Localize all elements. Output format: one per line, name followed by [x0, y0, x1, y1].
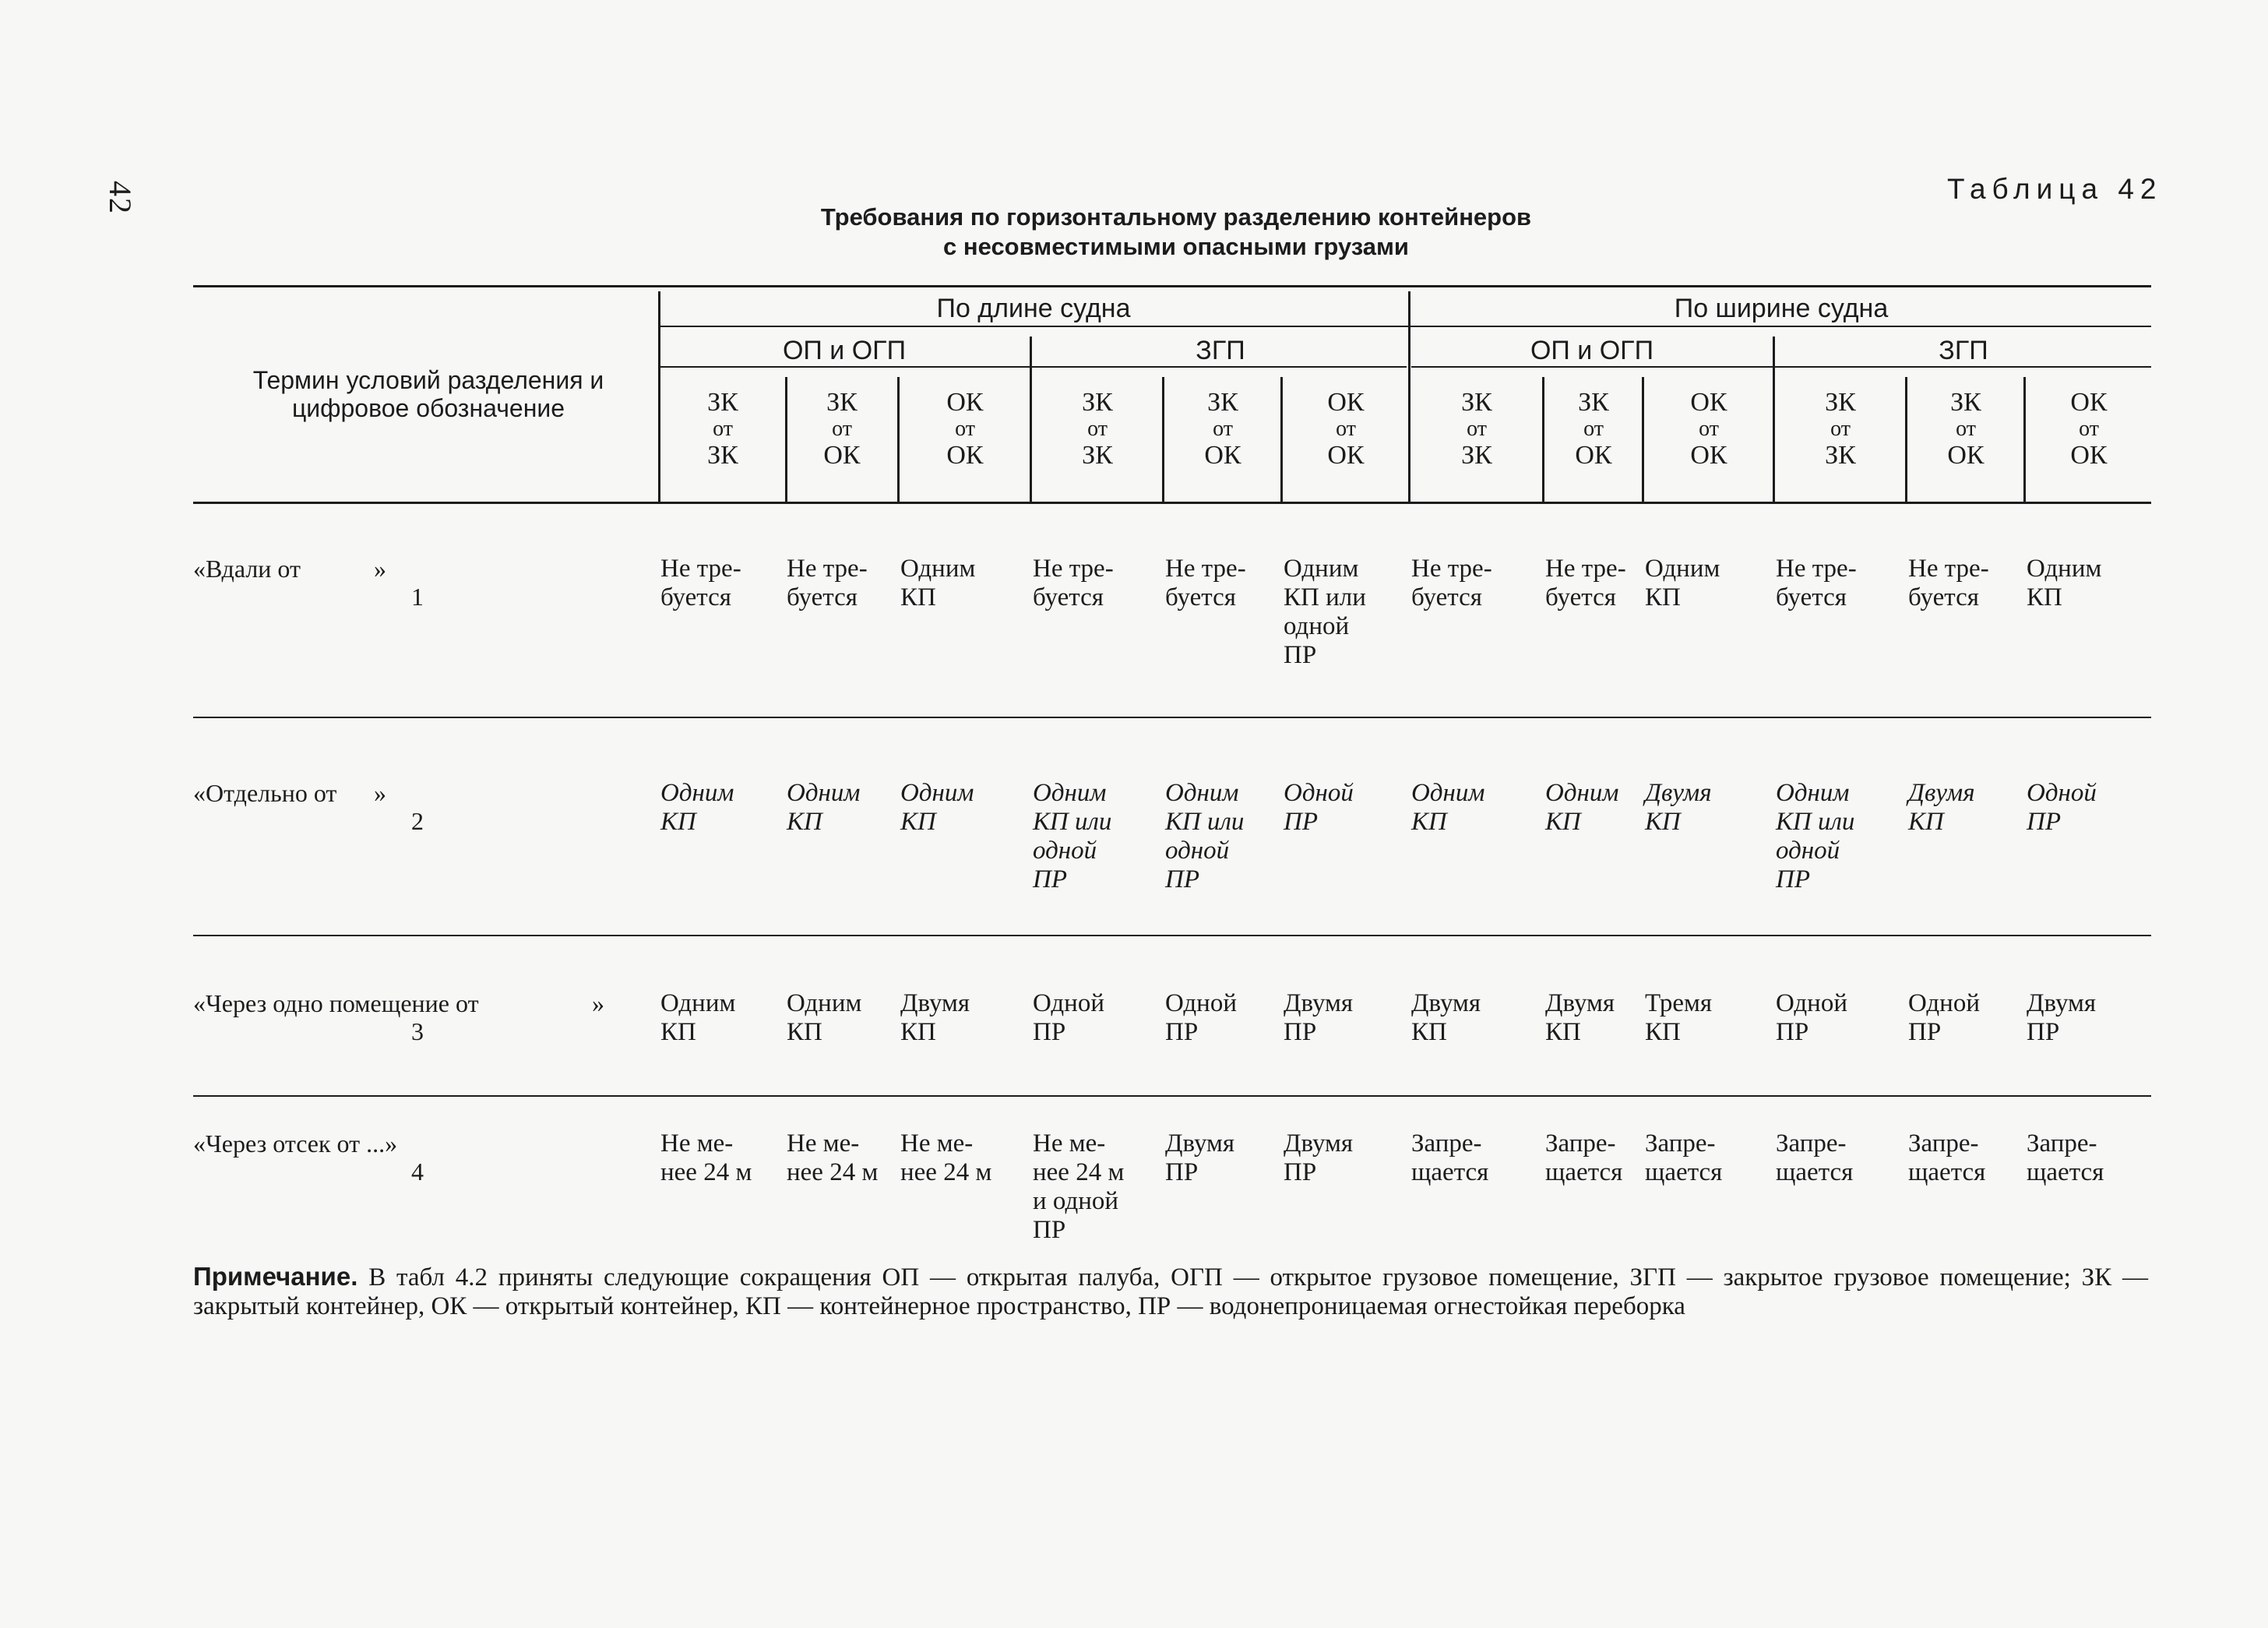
table-cell: Запре- щается	[1545, 1129, 1623, 1186]
table-cell: Двумя КП	[1645, 779, 1712, 836]
column-header-mid: от	[1467, 417, 1487, 441]
footnote	[193, 1262, 2148, 1321]
row-number: 2	[411, 807, 424, 835]
column-header-mid: от	[955, 417, 975, 441]
table-cell: Одним КП	[2027, 555, 2102, 611]
col-divider	[1542, 377, 1544, 502]
table-cell: Двумя ПР	[1284, 1129, 1354, 1186]
column-header-mid: от	[1087, 417, 1108, 441]
table-cell: Одной ПР	[1908, 989, 1981, 1046]
table-cell: Тремя КП	[1645, 989, 1713, 1046]
sub-divider-width	[1773, 337, 1775, 502]
column-header-top: ЗК	[1082, 388, 1113, 417]
table-cell: Двумя КП	[1908, 779, 1975, 836]
footnote-lead: Примечание.	[193, 1262, 358, 1291]
col-divider	[2023, 377, 2026, 502]
table-cell: Одной ПР	[1776, 989, 1848, 1046]
column-header	[1545, 389, 1642, 469]
table-cell: Не ме- нее 24 м	[660, 1129, 752, 1186]
column-header-top: ЗК	[1461, 388, 1492, 417]
group-rule	[659, 326, 2151, 327]
column-header	[1165, 389, 1280, 469]
column-header-mid: от	[1956, 417, 1976, 441]
table-cell: Одной ПР	[2027, 779, 2097, 836]
column-header-top: ЗК	[1578, 388, 1609, 417]
row-term: «Вдали от	[193, 555, 301, 583]
table-cell: Не ме- нее 24 м	[787, 1129, 879, 1186]
header-bottom-rule	[193, 502, 2151, 504]
table-cell: Двумя КП	[1545, 989, 1615, 1046]
table-cell: Не ме- нее 24 м	[900, 1129, 992, 1186]
table-cell: Одним КП	[660, 989, 736, 1046]
group-header-width: По ширине судна	[1674, 294, 1889, 323]
table-cell: Не ме- нее 24 м и одной ПР	[1033, 1129, 1125, 1244]
sub-divider-length	[1030, 337, 1032, 502]
column-header	[900, 389, 1030, 469]
table-cell: Не тре- буется	[1411, 555, 1492, 611]
table-cell: Одним КП	[787, 779, 861, 836]
col-divider	[1905, 377, 1907, 502]
column-header-bottom: ЗК	[1461, 441, 1492, 470]
row-term: «Через одно помещение от	[193, 989, 479, 1017]
row-number: 1	[411, 583, 424, 611]
column-header-mid: от	[1699, 417, 1719, 441]
row-term-quote: »	[374, 555, 386, 583]
column-header-top: ОК	[946, 388, 984, 417]
row-divider-2	[193, 935, 2151, 936]
row-term-quote: »	[374, 779, 386, 807]
col-divider	[897, 377, 900, 502]
column-header-top: ЗК	[707, 388, 738, 417]
column-header-bottom: ЗК	[1082, 441, 1113, 470]
table-cell: Одним КП или одной ПР	[1776, 779, 1855, 893]
table-cell: Двумя КП	[1411, 989, 1481, 1046]
column-header-mid: от	[713, 417, 733, 441]
table-title	[748, 203, 1604, 262]
column-header-top: ЗК	[1950, 388, 1981, 417]
column-header	[1411, 389, 1542, 469]
column-header-bottom: ОК	[1690, 441, 1727, 470]
subgroup-rule-width	[1411, 366, 2151, 368]
column-header-top: ОК	[1327, 388, 1365, 417]
table-cell: Одним КП или одной ПР	[1033, 779, 1112, 893]
column-header-mid: от	[2079, 417, 2099, 441]
column-header-bottom: ЗК	[1825, 441, 1856, 470]
column-header-top: ЗК	[1207, 388, 1238, 417]
column-header	[1033, 389, 1162, 469]
column-header-mid: от	[1213, 417, 1233, 441]
column-header	[1776, 389, 1905, 469]
subgroup-header-open-length: ОП и ОГП	[782, 336, 907, 365]
column-header-bottom: ОК	[1575, 441, 1612, 470]
table-cell: Одним КП	[900, 555, 976, 611]
table-cell: Двумя КП	[900, 989, 970, 1046]
table-cell: Запре- щается	[1776, 1129, 1854, 1186]
table-cell: Запре- щается	[1645, 1129, 1723, 1186]
table-cell: Одной ПР	[1284, 779, 1354, 836]
column-header-bottom: ОК	[946, 441, 984, 470]
row-divider-3	[193, 1095, 2151, 1097]
col-divider	[1642, 377, 1644, 502]
table-cell: Не тре- буется	[1908, 555, 1989, 611]
table-cell: Одним КП	[900, 779, 974, 836]
table-cell: Не тре- буется	[1545, 555, 1626, 611]
column-header	[660, 389, 785, 469]
group-divider	[1408, 291, 1410, 502]
title-line-1: Требования по горизонтальному разделению контейнеров	[820, 203, 1532, 231]
column-header	[1284, 389, 1408, 469]
table-cell: Не тре- буется	[1776, 555, 1857, 611]
page-number: 42	[103, 181, 138, 215]
column-header-top: ОК	[2070, 388, 2108, 417]
table-cell: Одной ПР	[1033, 989, 1105, 1046]
row-number: 4	[411, 1158, 424, 1186]
table-cell: Одним КП	[1645, 555, 1720, 611]
column-header-top: ЗК	[1825, 388, 1856, 417]
table-cell: Двумя ПР	[1165, 1129, 1235, 1186]
col-divider	[1162, 377, 1164, 502]
footnote-text: В табл 4.2 приняты следующие сокращения ОП — открытая палуба, ОГП — открытое грузовое помещение, ЗГП — закрытое грузовое помещение; ЗК — закрытый контейнер, ОК — открытый контейнер, КП — контейнерное пространство, ПР — водонепроницаемая огнестойкая переборка	[193, 1263, 2148, 1320]
column-header-bottom: ОК	[1204, 441, 1241, 470]
table-cell: Не тре- буется	[1165, 555, 1246, 611]
table-cell: Одним КП	[1411, 779, 1485, 836]
row-number: 3	[411, 1017, 424, 1045]
column-header-mid: от	[1830, 417, 1851, 441]
table-cell: Не тре- буется	[660, 555, 741, 611]
subgroup-rule-length	[659, 366, 1407, 368]
column-header-bottom: ОК	[1327, 441, 1365, 470]
column-header	[2027, 389, 2151, 469]
term-header: Термин условий разделения и цифровое обозначение	[252, 366, 604, 422]
column-header	[787, 389, 897, 469]
column-header-top: ЗК	[826, 388, 858, 417]
column-header-bottom: ОК	[823, 441, 861, 470]
subgroup-header-closed-length: ЗГП	[1196, 336, 1245, 365]
table-cell: Двумя ПР	[1284, 989, 1354, 1046]
title-line-2: с несовместимыми опасными грузами	[943, 233, 1409, 260]
subgroup-header-closed-width: ЗГП	[1939, 336, 1988, 365]
column-header-top: ОК	[1690, 388, 1727, 417]
column-header-bottom: ОК	[1947, 441, 1984, 470]
table-cell: Запре- щается	[1908, 1129, 1986, 1186]
table-cell: Одним КП или одной ПР	[1284, 555, 1366, 669]
row-term: «Отдельно от	[193, 779, 337, 807]
column-header	[1645, 389, 1773, 469]
row-term: «Через отсек от ...»	[193, 1129, 398, 1158]
table-cell: Одним КП	[1545, 779, 1619, 836]
table-cell: Не тре- буется	[787, 555, 868, 611]
table-cell: Одной ПР	[1165, 989, 1238, 1046]
table-cell: Двумя ПР	[2027, 989, 2097, 1046]
table-top-rule	[193, 285, 2151, 287]
table-cell: Запре- щается	[2027, 1129, 2104, 1186]
subgroup-header-open-width: ОП и ОГП	[1530, 336, 1654, 365]
column-header-bottom: ОК	[2070, 441, 2108, 470]
column-header-mid: от	[1583, 417, 1604, 441]
table-cell: Одним КП	[660, 779, 734, 836]
column-header-bottom: ЗК	[707, 441, 738, 470]
col-divider	[1280, 377, 1283, 502]
table-cell: Не тре- буется	[1033, 555, 1114, 611]
column-header-mid: от	[1336, 417, 1356, 441]
table-cell: Одним КП	[787, 989, 862, 1046]
column-header	[1908, 389, 2023, 469]
group-header-length: По длине судна	[936, 294, 1131, 323]
table-label: Таблица 42	[1947, 173, 2163, 205]
column-header-mid: от	[832, 417, 852, 441]
table-cell: Запре- щается	[1411, 1129, 1489, 1186]
table-cell: Одним КП или одной ПР	[1165, 779, 1245, 893]
row-term-quote: »	[592, 989, 604, 1017]
row-divider-1	[193, 717, 2151, 718]
